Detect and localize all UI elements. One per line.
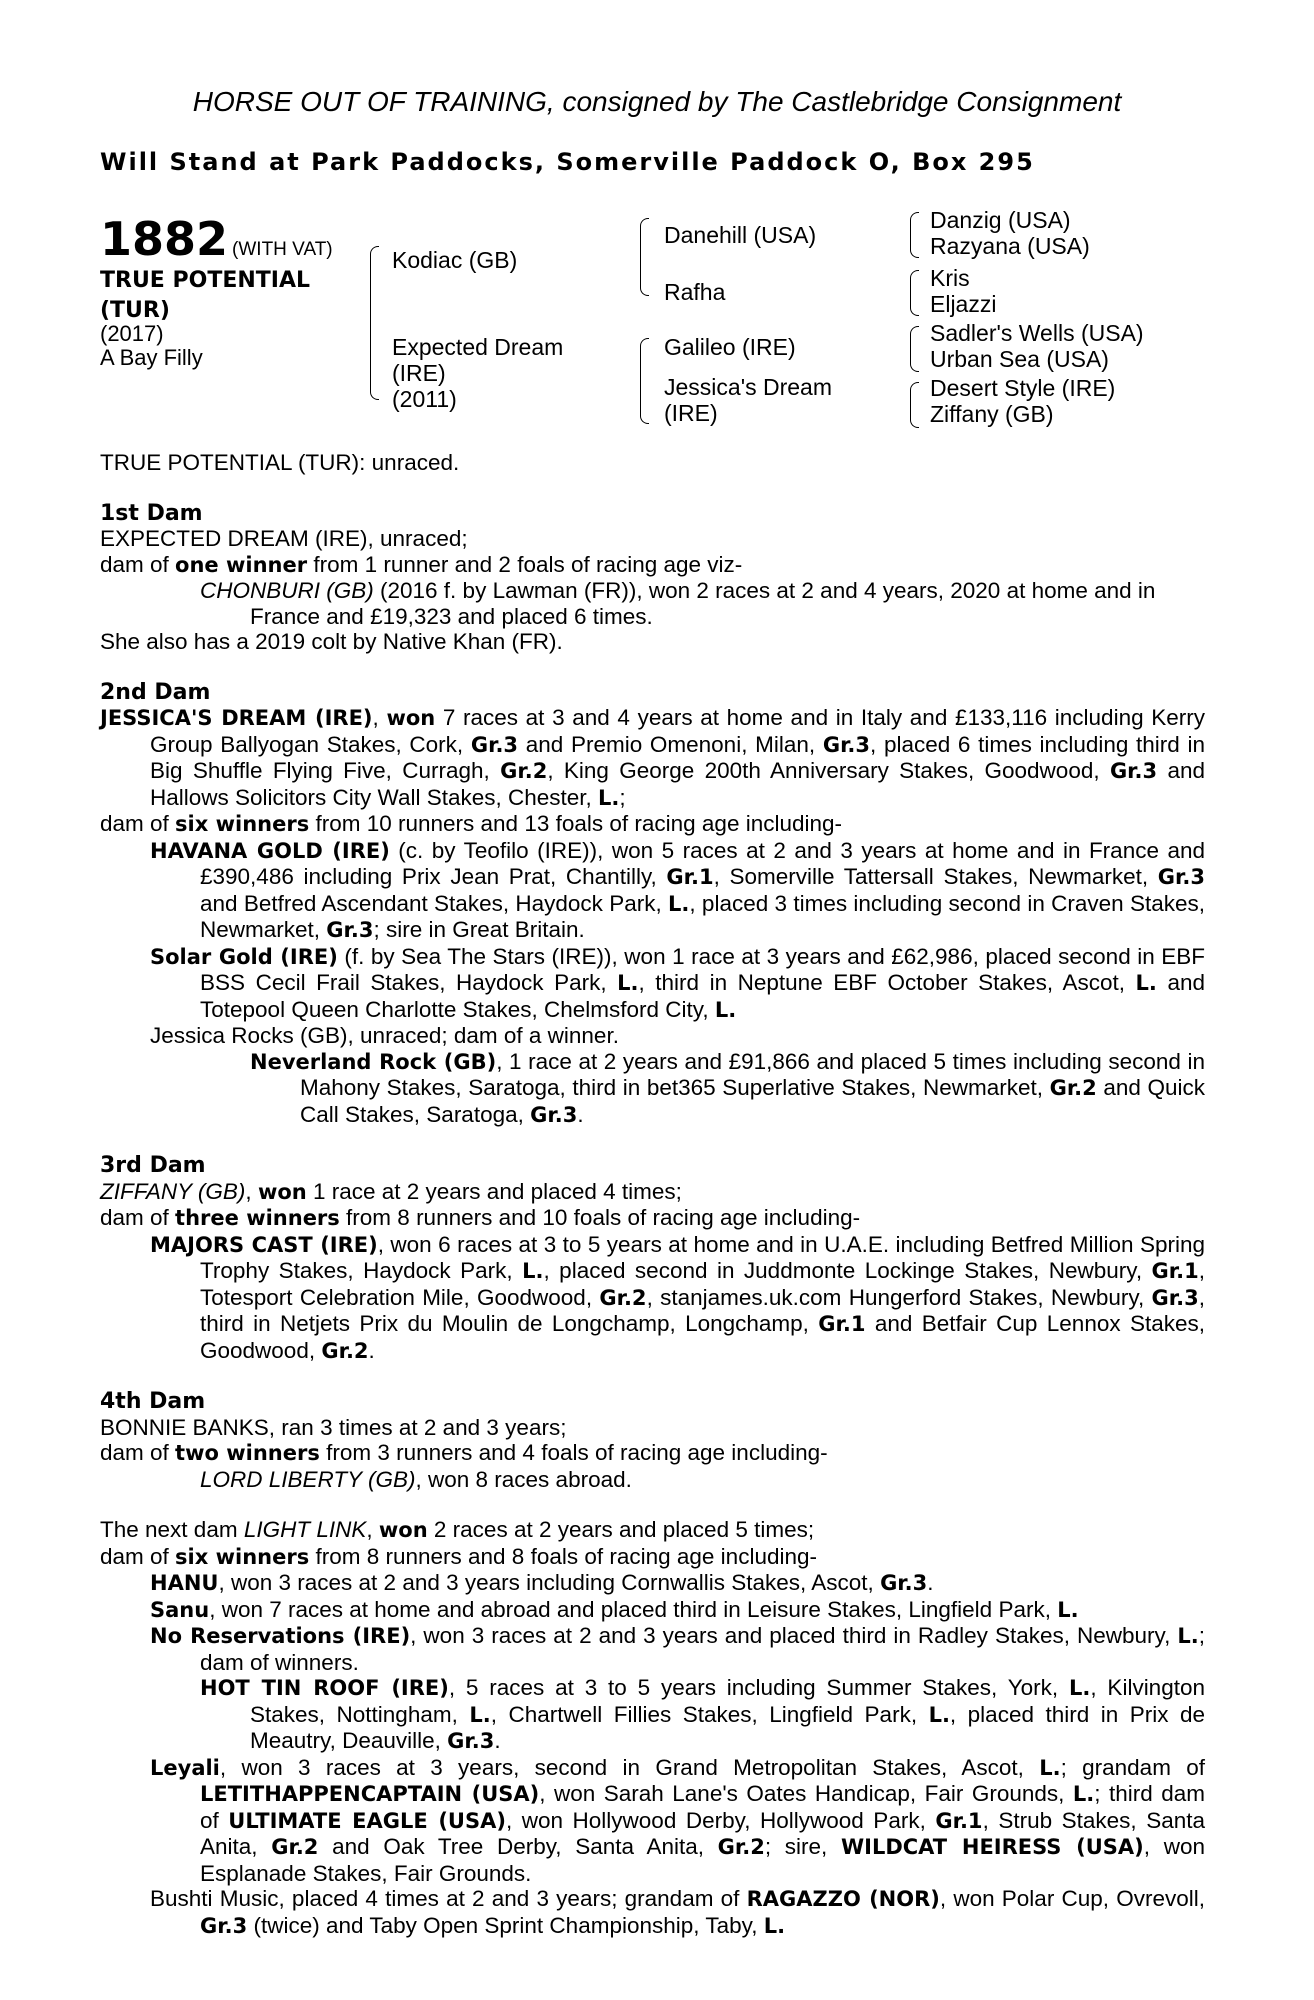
third-dam-heading: 3rd Dam <box>100 1153 206 1178</box>
fourth-dam-heading: 4th Dam <box>100 1389 206 1414</box>
pedigree-dam-sire: Galileo (IRE) <box>664 334 796 360</box>
pedigree-brace <box>910 326 919 372</box>
race-summary: TRUE POTENTIAL (TUR): unraced. <box>100 450 460 475</box>
next-dam-offspring: Leyali, won 3 races at 3 years, second in Grand Metropolitan Stakes, Ascot, L.; grandam of LETITHAPPENCAPTAIN (USA), won Sarah Lane's Oates Handicap, Fair Grounds, L.; third dam of ULTIMATE EAGLE (USA), won Hollywood Derby, Hollywood Park, Gr.1, Strub Stakes, Santa Anita, Gr.2 and Oak Tree Derby, Santa Anita, Gr.2; sire, WILDCAT HEIRESS (USA), won Esplanade Stakes, Fair Grounds. <box>150 1754 1206 1886</box>
next-dam-grand-offspring: HOT TIN ROOF (IRE), 5 races at 3 to 5 years including Summer Stakes, York, L., Kilvington Stakes, Nottingham, L., Chartwell Fillies Stakes, Lingfield Park, L., placed third in Prix de Meautry, Deauville, Gr.3. <box>200 1675 1205 1753</box>
second-dam-offspring: HAVANA GOLD (IRE) (c. by Teofilo (IRE)), won 5 races at 2 and 3 years at home and in France and £390,486 including Prix Jean Prat, Chantilly, Gr.1, Somerville Tattersall Stakes, Newmarket, Gr.3 and Betfred Ascendant Stakes, Haydock Park, L., placed 3 times including second in Craven Stakes, Newmarket, Gr.3; sire in Great Britain. <box>150 837 1206 942</box>
next-dam-offspring: Bushti Music, placed 4 times at 2 and 3 years; grandam of RAGAZZO (NOR), won Polar Cup, Ovrevoll, Gr.3 (twice) and Taby Open Sprint Championship, Taby, L. <box>150 1886 1205 1938</box>
pedigree-dss: Sadler's Wells (USA) <box>930 320 1144 346</box>
pedigree-sire: Kodiac (GB) <box>392 247 518 273</box>
pedigree-dds: Desert Style (IRE) <box>930 375 1116 401</box>
pedigree-sire-sire: Danehill (USA) <box>664 222 817 248</box>
second-dam-record: JESSICA'S DREAM (IRE), won 7 races at 3 and 4 years at home and in Italy and £133,116 including Kerry Group Ballyogan Stakes, Cork, Gr.3 and Premio Omenoni, Milan, Gr.3, placed 6 times including third in Big Shuffle Flying Five, Curragh, Gr.2, King George 200th Anniversary Stakes, Goodwood, Gr.3 and Hallows Solicitors City Wall Stakes, Chester, L.; <box>100 705 1206 810</box>
pedigree-dam-dam-country: (IRE) <box>664 400 718 426</box>
pedigree-dsd: Urban Sea (USA) <box>930 346 1109 372</box>
lot-number: 1882 <box>100 212 229 266</box>
first-dam-offspring: CHONBURI (GB) (2016 f. by Lawman (FR)), won 2 races at 2 and 4 years, 2020 at home and in France and £19,323 and placed 6 times. <box>200 578 1156 629</box>
third-dam-record: ZIFFANY (GB), won 1 race at 2 years and placed 4 times; <box>100 1178 682 1204</box>
second-dam-grand-offspring: Neverland Rock (GB), 1 race at 2 years and £91,866 and placed 5 times including second in Mahony Stakes, Saratoga, third in bet365 Superlative Stakes, Newmarket, Gr.2 and Quick Call Stakes, Saratoga, Gr.3. <box>250 1048 1205 1127</box>
fourth-dam-offspring: LORD LIBERTY (GB), won 8 races abroad. <box>200 1466 632 1492</box>
first-dam-produce-line: dam of one winner from 1 runner and 2 foals of racing age viz- <box>100 551 743 577</box>
pedigree-sss: Danzig (USA) <box>930 207 1071 233</box>
second-dam-offspring: Jessica Rocks (GB), unraced; dam of a winner. <box>150 1023 619 1048</box>
pedigree-dam-year: (2011) <box>392 386 457 412</box>
pedigree-brace <box>910 212 919 258</box>
pedigree-brace <box>910 382 919 428</box>
next-dam-offspring: No Reservations (IRE), won 3 races at 2 and 3 years and placed third in Radley Stakes, Newbury, L.; dam of winners. <box>150 1623 1205 1675</box>
next-dam-offspring: Sanu, won 7 races at home and abroad and placed third in Leisure Stakes, Lingfield Park, L. <box>150 1596 1079 1622</box>
fourth-dam-record: BONNIE BANKS, ran 3 times at 2 and 3 years; <box>100 1414 567 1440</box>
pedigree-dam-country: (IRE) <box>392 360 446 386</box>
first-dam-heading: 1st Dam <box>100 500 203 526</box>
pedigree-sds: Kris <box>930 265 970 291</box>
second-dam-heading: 2nd Dam <box>100 679 211 705</box>
pedigree-sdd: Eljazzi <box>930 291 997 317</box>
pedigree-brace <box>640 338 649 424</box>
horse-name: TRUE POTENTIAL (TUR) <box>100 268 311 323</box>
pedigree-brace <box>370 246 379 400</box>
pedigree-ssd: Razyana (USA) <box>930 233 1090 259</box>
pedigree-sire-dam: Rafha <box>664 279 726 305</box>
third-dam-offspring: MAJORS CAST (IRE), won 6 races at 3 to 5 years at home and in U.A.E. including Betfred Million Spring Trophy Stakes, Haydock Park, L., placed second in Juddmonte Lockinge Stakes, Newbury, Gr.1, Totesport Celebration Mile, Goodwood, Gr.2, stanjames.uk.com Hungerford Stakes, Newbury, Gr.3, third in Netjets Prix du Moulin de Longchamp, Longchamp, Gr.1 and Betfair Cup Lennox Stakes, Goodwood, Gr.2. <box>150 1231 1205 1363</box>
next-dam-offspring: HANU, won 3 races at 2 and 3 years including Cornwallis Stakes, Ascot, Gr.3. <box>150 1570 934 1595</box>
stand-location: Will Stand at Park Paddocks, Somerville Paddock O, Box 295 <box>100 148 1035 176</box>
horse-year: (2017) <box>100 321 164 346</box>
lot-number-line <box>100 212 333 266</box>
horse-description: A Bay Filly <box>100 345 203 370</box>
first-dam-note: She also has a 2019 colt by Native Khan (FR). <box>100 629 563 654</box>
first-dam-line: EXPECTED DREAM (IRE), unraced; <box>100 526 468 551</box>
second-dam-offspring: Solar Gold (IRE) (f. by Sea The Stars (IRE)), won 1 race at 3 years and £62,986, placed second in EBF BSS Cecil Frail Stakes, Haydock Park, L., third in Neptune EBF October Stakes, Ascot, L. and Totepool Queen Charlotte Stakes, Chelmsford City, L. <box>150 943 1205 1022</box>
pedigree-ddd: Ziffany (GB) <box>930 401 1054 427</box>
third-dam-produce-line: dam of three winners from 8 runners and 10 foals of racing age including- <box>100 1205 861 1230</box>
pedigree-brace <box>910 270 919 316</box>
catalogue-body <box>100 450 1205 1939</box>
consignment-header: HORSE OUT OF TRAINING, consigned by The Castlebridge Consignment <box>192 86 1122 117</box>
pedigree-brace <box>640 218 649 296</box>
pedigree-dam-dam: Jessica's Dream <box>664 374 832 400</box>
vat-note: (WITH VAT) <box>232 239 333 260</box>
fourth-dam-produce-line: dam of two winners from 3 runners and 4 foals of racing age including- <box>100 1440 828 1465</box>
next-dam-produce-line: dam of six winners from 8 runners and 8 foals of racing age including- <box>100 1543 817 1569</box>
pedigree-dam: Expected Dream <box>392 334 564 360</box>
next-dam-record: The next dam LIGHT LINK, won 2 races at 2 years and placed 5 times; <box>100 1517 815 1542</box>
second-dam-produce-line: dam of six winners from 10 runners and 13 foals of racing age including- <box>100 811 843 836</box>
